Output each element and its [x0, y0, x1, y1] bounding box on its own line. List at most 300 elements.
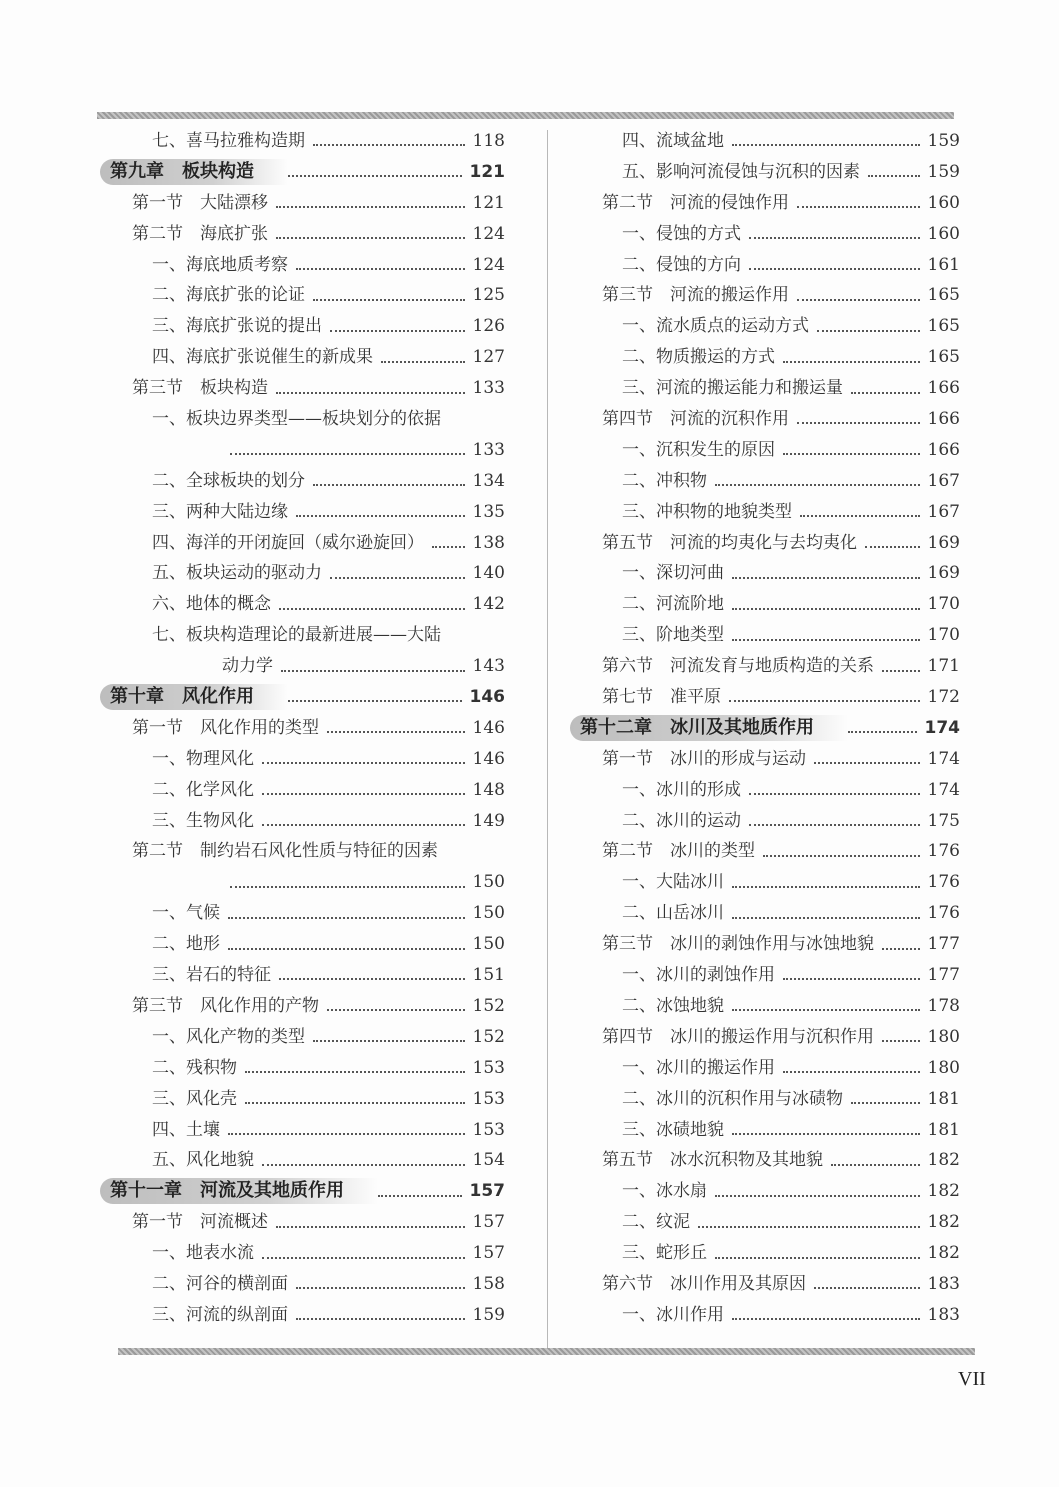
toc-entry-title: 二、冰川的沉积作用与冰碛物 — [622, 1088, 843, 1109]
toc-entry-title: 四、海洋的开闭旋回（威尔逊旋回） — [152, 532, 424, 553]
dot-leader — [296, 515, 465, 517]
toc-item-entry[interactable] — [100, 651, 505, 682]
toc-entry-title: 三、风化壳 — [152, 1088, 237, 1109]
toc-item-entry[interactable] — [100, 1300, 505, 1331]
toc-entry-page-number: 126 — [472, 316, 505, 337]
toc-section-entry[interactable] — [570, 836, 960, 867]
toc-entry-title: 第三节 河流的搬运作用 — [602, 285, 789, 306]
toc-entry-title: 三、蛇形丘 — [622, 1243, 707, 1264]
toc-item-entry[interactable] — [570, 1207, 960, 1238]
toc-entry-title: 一、沉积发生的原因 — [622, 439, 775, 460]
toc-entry-page-number: 121 — [472, 192, 505, 213]
toc-entry-title: 一、冰川的搬运作用 — [622, 1057, 775, 1078]
toc-left-column — [100, 126, 505, 1331]
toc-section-entry[interactable] — [570, 682, 960, 713]
toc-item-entry[interactable] — [570, 806, 960, 837]
toc-item-entry[interactable] — [100, 898, 505, 929]
toc-entry-title: 二、残积物 — [152, 1057, 237, 1078]
toc-item-entry[interactable] — [100, 1269, 505, 1300]
toc-section-entry[interactable] — [570, 651, 960, 682]
toc-entry-page-number: 177 — [927, 934, 960, 955]
dot-leader — [732, 1009, 920, 1011]
toc-item-entry[interactable] — [570, 219, 960, 250]
toc-entry-page-number: 124 — [472, 254, 505, 275]
dot-leader — [262, 824, 465, 826]
toc-entry-page-number: 159 — [927, 161, 960, 182]
toc-entry-page-number: 160 — [927, 192, 960, 213]
toc-entry-title: 三、生物风化 — [152, 810, 254, 831]
toc-entry-title: 二、山岳冰川 — [622, 903, 724, 924]
dot-leader — [814, 762, 920, 764]
toc-item-entry[interactable] — [570, 1238, 960, 1269]
toc-item-entry[interactable] — [100, 1053, 505, 1084]
toc-entry-page-number: 146 — [469, 687, 505, 708]
dot-leader — [432, 546, 465, 548]
toc-section-entry[interactable] — [100, 1207, 505, 1238]
toc-entry-title: 第九章 板块构造 — [100, 159, 288, 185]
dot-leader — [313, 484, 465, 486]
toc-entry-title: 一、深切河曲 — [622, 563, 724, 584]
toc-item-entry[interactable] — [570, 991, 960, 1022]
dot-leader — [262, 762, 465, 764]
toc-right-column — [570, 126, 960, 1331]
toc-entry-page-number: 140 — [472, 563, 505, 584]
dot-leader — [276, 206, 465, 208]
dot-leader — [276, 392, 465, 394]
toc-entry-page-number: 172 — [927, 687, 960, 708]
toc-item-entry[interactable] — [570, 867, 960, 898]
dot-leader — [715, 1195, 920, 1197]
toc-entry-title: 六、地体的概念 — [152, 594, 271, 615]
toc-entry-title: 二、物质搬运的方式 — [622, 347, 775, 368]
dot-leader — [228, 948, 465, 950]
dot-leader — [698, 1226, 920, 1228]
toc-entry-title: 二、全球板块的划分 — [152, 470, 305, 491]
toc-item-entry[interactable] — [570, 960, 960, 991]
toc-entry-page-number: 171 — [927, 656, 960, 677]
toc-entry-title: 一、侵蚀的方式 — [622, 223, 741, 244]
toc-entry-title: 一、流水质点的运动方式 — [622, 316, 809, 337]
toc-entry-page-number: 133 — [472, 439, 505, 460]
dot-leader — [749, 793, 920, 795]
toc-entry-title: 二、冰川的运动 — [622, 810, 741, 831]
toc-entry-page-number: 121 — [469, 161, 505, 182]
toc-entry-page-number: 150 — [472, 903, 505, 924]
toc-entry-title: 第六节 冰川作用及其原因 — [602, 1273, 806, 1294]
toc-entry-page-number: 138 — [472, 532, 505, 553]
toc-entry-title: 七、板块构造理论的最新进展——大陆 — [152, 625, 441, 646]
dot-leader — [715, 1257, 920, 1259]
toc-section-entry[interactable] — [570, 528, 960, 559]
toc-item-entry[interactable] — [100, 1115, 505, 1146]
dot-leader — [378, 1195, 462, 1197]
toc-item-entry[interactable] — [100, 280, 505, 311]
toc-entry-title: 三、冲积物的地貌类型 — [622, 501, 792, 522]
dot-leader — [763, 855, 920, 857]
toc-chapter-entry[interactable] — [100, 682, 505, 713]
toc-item-entry[interactable] — [100, 1145, 505, 1176]
toc-item-entry[interactable] — [570, 775, 960, 806]
toc-entry-title: 第七节 准平原 — [602, 687, 721, 708]
toc-entry-title: 第二节 海底扩张 — [132, 223, 268, 244]
toc-entry-title: 一、冰川的剥蚀作用 — [622, 965, 775, 986]
toc-item-entry[interactable] — [100, 435, 505, 466]
dot-leader — [245, 1102, 465, 1104]
toc-entry-title: 三、河流的搬运能力和搬运量 — [622, 378, 843, 399]
toc-entry-page-number: 157 — [469, 1181, 505, 1202]
toc-entry-page-number: 159 — [472, 1304, 505, 1325]
toc-item-entry[interactable] — [570, 435, 960, 466]
toc-entry-title: 三、阶地类型 — [622, 625, 724, 646]
toc-entry-title: 第十章 风化作用 — [100, 684, 288, 710]
toc-section-entry[interactable] — [570, 929, 960, 960]
dot-leader — [831, 1164, 920, 1166]
toc-item-entry[interactable] — [100, 126, 505, 157]
toc-entry-page-number: 165 — [927, 316, 960, 337]
toc-entry-title: 第十二章 冰川及其地质作用 — [570, 715, 848, 741]
toc-section-entry[interactable] — [570, 1022, 960, 1053]
toc-entry-page-number: 174 — [924, 717, 960, 738]
dot-leader — [296, 1287, 465, 1289]
toc-entry-page-number: 161 — [927, 254, 960, 275]
toc-item-entry[interactable] — [570, 1084, 960, 1115]
toc-entry-title: 五、板块运动的驱动力 — [152, 563, 322, 584]
toc-entry-page-number: 181 — [927, 1119, 960, 1140]
dot-leader — [868, 175, 920, 177]
toc-entry-page-number: 176 — [927, 841, 960, 862]
toc-entry-title: 二、河谷的横剖面 — [152, 1273, 288, 1294]
toc-item-entry[interactable] — [570, 126, 960, 157]
top-decorative-rule — [97, 112, 954, 119]
toc-entry-title: 四、流域盆地 — [622, 131, 724, 151]
toc-item-entry[interactable] — [570, 497, 960, 528]
toc-item-entry[interactable] — [100, 775, 505, 806]
toc-item-entry[interactable] — [100, 558, 505, 589]
toc-entry-title: 第一节 冰川的形成与运动 — [602, 748, 806, 769]
toc-entry-page-number: 146 — [472, 748, 505, 769]
dot-leader — [732, 144, 920, 146]
dot-leader — [276, 1226, 465, 1228]
toc-entry-title: 第二节 冰川的类型 — [602, 841, 755, 862]
toc-section-entry[interactable] — [570, 404, 960, 435]
toc-entry-page-number: 157 — [472, 1212, 505, 1233]
toc-entry-page-number: 153 — [472, 1057, 505, 1078]
toc-entry-page-number: 182 — [927, 1243, 960, 1264]
dot-leader — [288, 175, 462, 177]
dot-leader — [296, 1318, 465, 1320]
dot-leader — [279, 608, 465, 610]
toc-item-entry[interactable] — [100, 929, 505, 960]
toc-entry-title: 第三节 风化作用的产物 — [132, 995, 319, 1016]
dot-leader — [330, 330, 465, 332]
toc-item-entry[interactable] — [570, 1176, 960, 1207]
dot-leader — [715, 484, 920, 486]
toc-entry-title: 第三节 板块构造 — [132, 378, 268, 399]
toc-entry-page-number: 170 — [927, 625, 960, 646]
toc-section-entry[interactable] — [570, 1145, 960, 1176]
toc-entry-page-number: 124 — [472, 223, 505, 244]
toc-entry-page-number: 149 — [472, 810, 505, 831]
toc-section-entry[interactable] — [570, 744, 960, 775]
dot-leader — [783, 361, 920, 363]
toc-entry-page-number: 151 — [472, 965, 505, 986]
dot-leader — [313, 1040, 465, 1042]
toc-section-entry[interactable] — [100, 991, 505, 1022]
dot-leader — [749, 237, 920, 239]
toc-section-entry[interactable] — [100, 219, 505, 250]
dot-leader — [230, 453, 465, 455]
toc-entry-title: 二、冰蚀地貌 — [622, 995, 724, 1016]
toc-entry-title: 第一节 风化作用的类型 — [132, 717, 319, 738]
dot-leader — [230, 886, 465, 888]
toc-section-entry[interactable] — [100, 373, 505, 404]
dot-leader — [749, 824, 920, 826]
toc-entry-page-number: 167 — [927, 470, 960, 491]
toc-entry-title: 三、两种大陆边缘 — [152, 501, 288, 522]
toc-entry-title: 一、板块边界类型——板块划分的依据 — [152, 409, 441, 430]
toc-entry-title: 二、海底扩张的论证 — [152, 285, 305, 306]
toc-entry-title: 一、冰川的形成 — [622, 779, 741, 800]
dot-leader — [288, 700, 462, 702]
dot-leader — [245, 1071, 465, 1073]
toc-entry-page-number: 160 — [927, 223, 960, 244]
toc-item-entry[interactable] — [100, 404, 505, 435]
toc-entry-title: 三、海底扩张说的提出 — [152, 316, 322, 337]
toc-entry-page-number: 169 — [927, 532, 960, 553]
toc-entry-title: 第五节 冰水沉积物及其地貌 — [602, 1150, 823, 1171]
dot-leader — [865, 546, 920, 548]
toc-entry-page-number: 166 — [927, 378, 960, 399]
toc-entry-title: 五、风化地貌 — [152, 1150, 254, 1171]
dot-leader — [800, 515, 920, 517]
toc-entry-title: 第四节 河流的沉积作用 — [602, 409, 789, 430]
toc-entry-page-number: 169 — [927, 563, 960, 584]
toc-entry-page-number: 166 — [927, 439, 960, 460]
toc-section-entry[interactable] — [100, 836, 505, 867]
dot-leader — [330, 577, 465, 579]
toc-item-entry[interactable] — [100, 960, 505, 991]
dot-leader — [276, 237, 465, 239]
dot-leader — [262, 1164, 465, 1166]
toc-item-entry[interactable] — [100, 342, 505, 373]
toc-entry-title: 第二节 河流的侵蚀作用 — [602, 192, 789, 213]
toc-entry-title: 七、喜马拉雅构造期 — [152, 131, 305, 151]
dot-leader — [882, 948, 920, 950]
toc-entry-title: 三、冰碛地貌 — [622, 1119, 724, 1140]
toc-entry-page-number: 182 — [927, 1181, 960, 1202]
dot-leader — [749, 268, 920, 270]
toc-item-entry[interactable] — [100, 1022, 505, 1053]
toc-entry-page-number: 146 — [472, 717, 505, 738]
toc-item-entry[interactable] — [570, 1300, 960, 1331]
toc-item-entry[interactable] — [570, 1053, 960, 1084]
toc-section-entry[interactable] — [100, 188, 505, 219]
toc-entry-page-number: 167 — [927, 501, 960, 522]
toc-entry-page-number: 182 — [927, 1212, 960, 1233]
toc-section-entry[interactable] — [570, 280, 960, 311]
toc-entry-page-number: 176 — [927, 872, 960, 893]
toc-item-entry[interactable] — [570, 157, 960, 188]
dot-leader — [281, 670, 465, 672]
toc-entry-title: 四、海底扩张说催生的新成果 — [152, 347, 373, 368]
toc-item-entry[interactable] — [570, 250, 960, 281]
toc-chapter-entry[interactable] — [100, 1176, 505, 1207]
toc-entry-title: 第三节 冰川的剥蚀作用与冰蚀地貌 — [602, 934, 874, 955]
toc-entry-page-number: 174 — [927, 748, 960, 769]
toc-entry-page-number: 150 — [472, 872, 505, 893]
toc-entry-page-number: 125 — [472, 285, 505, 306]
toc-entry-title: 一、气候 — [152, 903, 220, 924]
page-number: VII — [958, 1368, 986, 1390]
toc-entry-title: 动力学 — [222, 656, 273, 677]
toc-entry-page-number: 165 — [927, 285, 960, 306]
toc-item-entry[interactable] — [100, 589, 505, 620]
toc-entry-title: 第一节 河流概述 — [132, 1212, 268, 1233]
dot-leader — [228, 917, 465, 919]
dot-leader — [327, 731, 465, 733]
dot-leader — [279, 978, 465, 980]
dot-leader — [313, 144, 465, 146]
toc-item-entry[interactable] — [100, 1238, 505, 1269]
toc-entry-page-number: 118 — [472, 131, 505, 151]
toc-entry-page-number: 178 — [927, 995, 960, 1016]
dot-leader — [732, 1318, 920, 1320]
toc-item-entry[interactable] — [570, 1115, 960, 1146]
toc-item-entry[interactable] — [570, 311, 960, 342]
dot-leader — [851, 1102, 920, 1104]
toc-chapter-entry[interactable] — [100, 157, 505, 188]
toc-entry-title: 一、冰川作用 — [622, 1304, 724, 1325]
toc-item-entry[interactable] — [100, 466, 505, 497]
toc-entry-title: 第二节 制约岩石风化性质与特征的因素 — [132, 841, 438, 862]
toc-entry-page-number: 152 — [472, 995, 505, 1016]
toc-entry-page-number: 148 — [472, 779, 505, 800]
toc-entry-title: 二、河流阶地 — [622, 594, 724, 615]
toc-entry-title: 二、地形 — [152, 934, 220, 955]
toc-item-entry[interactable] — [100, 1084, 505, 1115]
toc-entry-title: 四、土壤 — [152, 1119, 220, 1140]
toc-entry-title: 一、冰水扇 — [622, 1181, 707, 1202]
toc-item-entry[interactable] — [570, 558, 960, 589]
toc-section-entry[interactable] — [100, 713, 505, 744]
toc-entry-page-number: 174 — [927, 779, 960, 800]
dot-leader — [228, 1133, 465, 1135]
dot-leader — [732, 577, 920, 579]
dot-leader — [851, 392, 920, 394]
dot-leader — [783, 453, 920, 455]
toc-item-entry[interactable] — [100, 528, 505, 559]
toc-entry-page-number: 176 — [927, 903, 960, 924]
toc-entry-title: 一、海底地质考察 — [152, 254, 288, 275]
dot-leader — [313, 299, 465, 301]
toc-section-entry[interactable] — [570, 1269, 960, 1300]
toc-entry-page-number: 170 — [927, 594, 960, 615]
column-divider — [547, 130, 548, 1355]
dot-leader — [381, 361, 465, 363]
dot-leader — [732, 886, 920, 888]
toc-item-entry[interactable] — [100, 806, 505, 837]
toc-entry-page-number: 150 — [472, 934, 505, 955]
dot-leader — [732, 1133, 920, 1135]
toc-entry-page-number: 165 — [927, 347, 960, 368]
toc-entry-page-number: 182 — [927, 1150, 960, 1171]
toc-item-entry[interactable] — [570, 589, 960, 620]
toc-entry-page-number: 177 — [927, 965, 960, 986]
toc-entry-page-number: 127 — [472, 347, 505, 368]
toc-entry-page-number: 154 — [472, 1150, 505, 1171]
toc-entry-page-number: 183 — [927, 1273, 960, 1294]
toc-entry-page-number: 158 — [472, 1273, 505, 1294]
toc-entry-page-number: 175 — [927, 810, 960, 831]
toc-entry-page-number: 133 — [472, 378, 505, 399]
dot-leader — [783, 1071, 920, 1073]
dot-leader — [732, 917, 920, 919]
toc-entry-title: 第十一章 河流及其地质作用 — [100, 1178, 378, 1204]
toc-entry-title: 第一节 大陆漂移 — [132, 192, 268, 213]
dot-leader — [327, 1009, 465, 1011]
dot-leader — [817, 330, 920, 332]
toc-entry-title: 二、化学风化 — [152, 779, 254, 800]
toc-entry-page-number: 153 — [472, 1088, 505, 1109]
toc-entry-title: 第六节 河流发育与地质构造的关系 — [602, 656, 874, 677]
toc-item-entry[interactable] — [570, 898, 960, 929]
toc-entry-title: 第五节 河流的均夷化与去均夷化 — [602, 532, 857, 553]
toc-entry-page-number: 135 — [472, 501, 505, 522]
toc-item-entry[interactable] — [570, 373, 960, 404]
toc-section-entry[interactable] — [570, 188, 960, 219]
toc-item-entry[interactable] — [570, 466, 960, 497]
toc-item-entry[interactable] — [100, 497, 505, 528]
toc-entry-page-number: 183 — [927, 1304, 960, 1325]
toc-entry-page-number: 181 — [927, 1088, 960, 1109]
dot-leader — [814, 1287, 920, 1289]
toc-entry-page-number: 152 — [472, 1026, 505, 1047]
toc-entry-title: 二、侵蚀的方向 — [622, 254, 741, 275]
toc-entry-page-number: 142 — [472, 594, 505, 615]
dot-leader — [797, 422, 920, 424]
toc-item-entry[interactable] — [100, 311, 505, 342]
dot-leader — [732, 608, 920, 610]
toc-entry-title: 五、影响河流侵蚀与沉积的因素 — [622, 161, 860, 182]
toc-item-entry[interactable] — [100, 620, 505, 651]
toc-entry-title: 一、物理风化 — [152, 748, 254, 769]
toc-entry-title: 一、大陆冰川 — [622, 872, 724, 893]
toc-entry-page-number: 166 — [927, 409, 960, 430]
toc-chapter-entry[interactable] — [570, 713, 960, 744]
dot-leader — [783, 978, 920, 980]
toc-entry-title: 第四节 冰川的搬运作用与沉积作用 — [602, 1026, 874, 1047]
toc-entry-page-number: 153 — [472, 1119, 505, 1140]
toc-entry-page-number: 157 — [472, 1243, 505, 1264]
bottom-decorative-rule — [118, 1348, 975, 1355]
dot-leader — [262, 793, 465, 795]
toc-entry-title: 三、岩石的特征 — [152, 965, 271, 986]
toc-entry-title: 二、冲积物 — [622, 470, 707, 491]
toc-item-entry[interactable] — [100, 744, 505, 775]
toc-item-entry[interactable] — [570, 342, 960, 373]
toc-item-entry[interactable] — [570, 620, 960, 651]
toc-entry-title: 一、风化产物的类型 — [152, 1026, 305, 1047]
toc-entry-title: 三、河流的纵剖面 — [152, 1304, 288, 1325]
toc-item-entry[interactable] — [100, 250, 505, 281]
toc-entry-page-number: 180 — [927, 1057, 960, 1078]
toc-entry-title: 二、纹泥 — [622, 1212, 690, 1233]
toc-item-entry[interactable] — [100, 867, 505, 898]
toc-entry-page-number: 180 — [927, 1026, 960, 1047]
dot-leader — [797, 299, 920, 301]
dot-leader — [848, 731, 917, 733]
dot-leader — [262, 1257, 465, 1259]
